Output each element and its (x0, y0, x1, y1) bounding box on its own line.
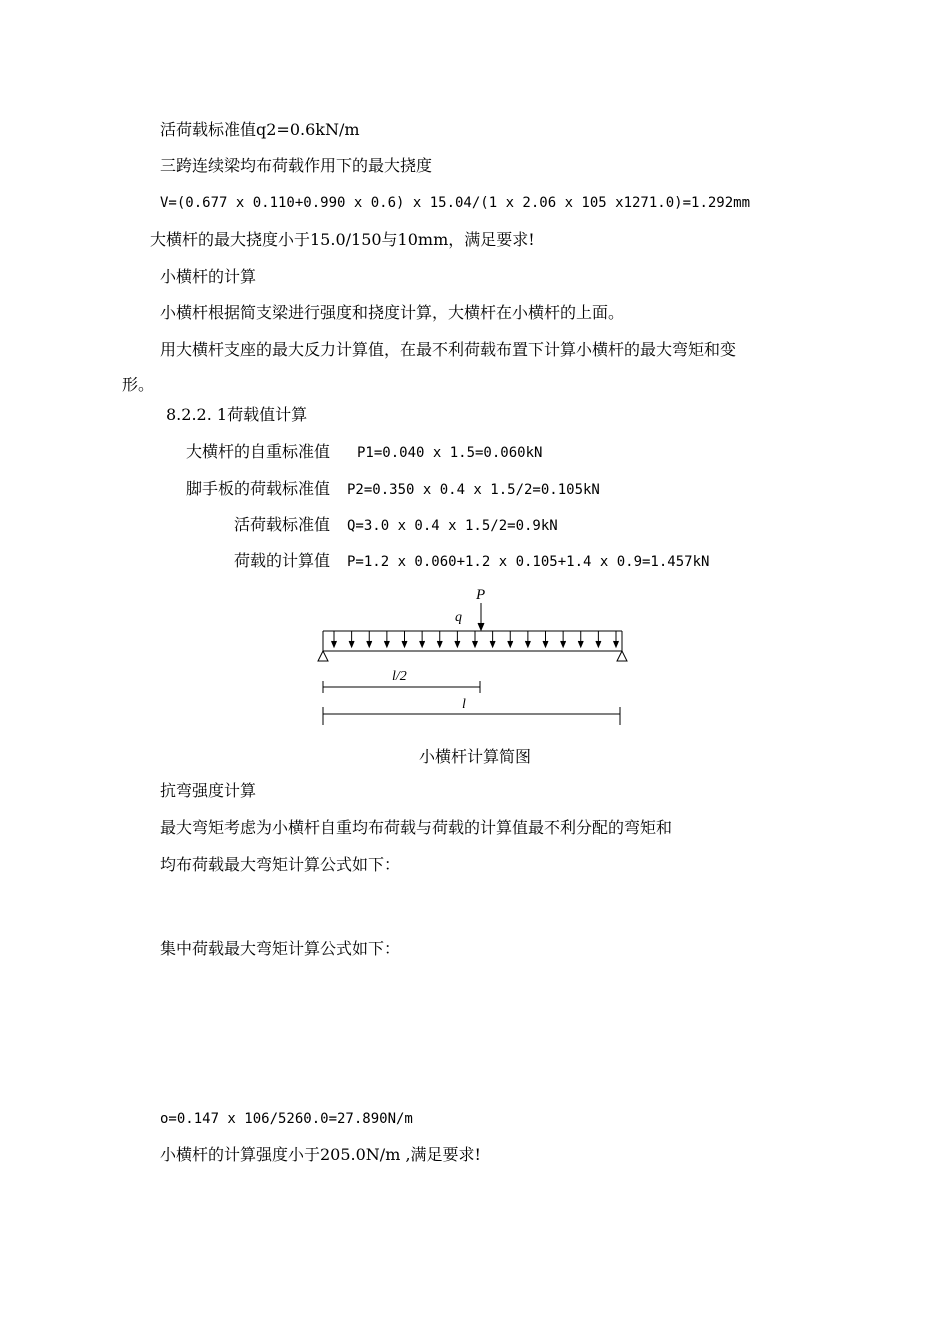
udl-arrow-head (596, 641, 601, 647)
text-max-reaction-b: 形。 (122, 375, 155, 394)
udl-arrow-head (561, 641, 566, 647)
label-p: P (476, 587, 486, 603)
udl-arrow-head (614, 641, 619, 647)
right-support-icon (617, 651, 627, 661)
udl-arrow-head (490, 641, 495, 647)
udl-arrow-head (402, 641, 407, 647)
label-full-span: l (462, 697, 466, 712)
load-label-1: 大横杆的自重标准值 (185, 442, 330, 461)
beam-diagram (310, 583, 640, 733)
load-value-3: Q=3.0 x 0.4 x 1.5/2=0.9kN (347, 518, 558, 534)
load-label-2: 脚手板的荷载标准值 (185, 479, 330, 498)
left-support-icon (318, 651, 328, 661)
udl-arrow-head (349, 641, 354, 647)
udl-arrow-head (384, 641, 389, 647)
text-bending-heading: 抗弯强度计算 (160, 781, 257, 800)
text-concentrated-formula-intro: 集中荷载最大弯矩计算公式如下： (160, 939, 401, 958)
load-value-4: P=1.2 x 0.060+1.2 x 0.105+1.4 x 0.9=1.457kN (347, 554, 710, 570)
point-load-arrow-head (478, 623, 484, 630)
udl-arrow-head (332, 641, 337, 647)
label-half-span: l/2 (392, 669, 407, 684)
text-strength-check: 小横杆的计算强度小于205.0N/m ,满足要求! (160, 1145, 481, 1164)
text-live-load-standard: 活荷载标准值q2=0.6kN/m (160, 120, 360, 139)
load-label-3: 活荷载标准值 (233, 515, 330, 534)
formula-deflection: V=(0.677 x 0.110+0.990 x 0.6) x 15.04/(1 x 2.06 x 105 x1271.0)=1.292mm (160, 195, 751, 211)
text-max-reaction-a: 用大横杆支座的最大反力计算值，在最不利荷载布置下计算小横杆的最大弯矩和变 (160, 340, 737, 359)
text-deflection-check: 大横杆的最大挠度小于15.0/150与10mm，满足要求! (150, 230, 535, 249)
udl-arrow-head (525, 641, 530, 647)
formula-stress: o=0.147 x 106/5260.0=27.890N/m (160, 1111, 413, 1127)
label-q: q (455, 610, 462, 625)
udl-arrow-head (455, 641, 460, 647)
udl-arrow-head (578, 641, 583, 647)
text-bending-max-moment: 最大弯矩考虑为小横杆自重均布荷载与荷载的计算值最不利分配的弯矩和 (160, 818, 673, 837)
udl-arrow-head (543, 641, 548, 647)
diagram-caption: 小横杆计算简图 (418, 747, 531, 766)
load-value-1: P1=0.040 x 1.5=0.060kN (357, 445, 543, 461)
distributed-load-arrows (332, 631, 619, 647)
section-title-small-bar: 小横杆的计算 (160, 267, 257, 286)
udl-arrow-head (420, 641, 425, 647)
load-label-4: 荷载的计算值 (233, 551, 330, 570)
udl-arrow-head (437, 641, 442, 647)
udl-arrow-head (508, 641, 513, 647)
text-distributed-formula-intro: 均布荷载最大弯矩计算公式如下： (160, 855, 401, 874)
load-value-2: P2=0.350 x 0.4 x 1.5/2=0.105kN (347, 482, 600, 498)
text-small-bar-method: 小横杆根据简支梁进行强度和挠度计算，大横杆在小横杆的上面。 (160, 303, 625, 322)
text-deflection-heading: 三跨连续梁均布荷载作用下的最大挠度 (160, 156, 433, 175)
section-title-load-calc: 8.2.2. 1荷载值计算 (166, 405, 308, 424)
udl-arrow-head (367, 641, 372, 647)
udl-arrow-head (473, 641, 478, 647)
